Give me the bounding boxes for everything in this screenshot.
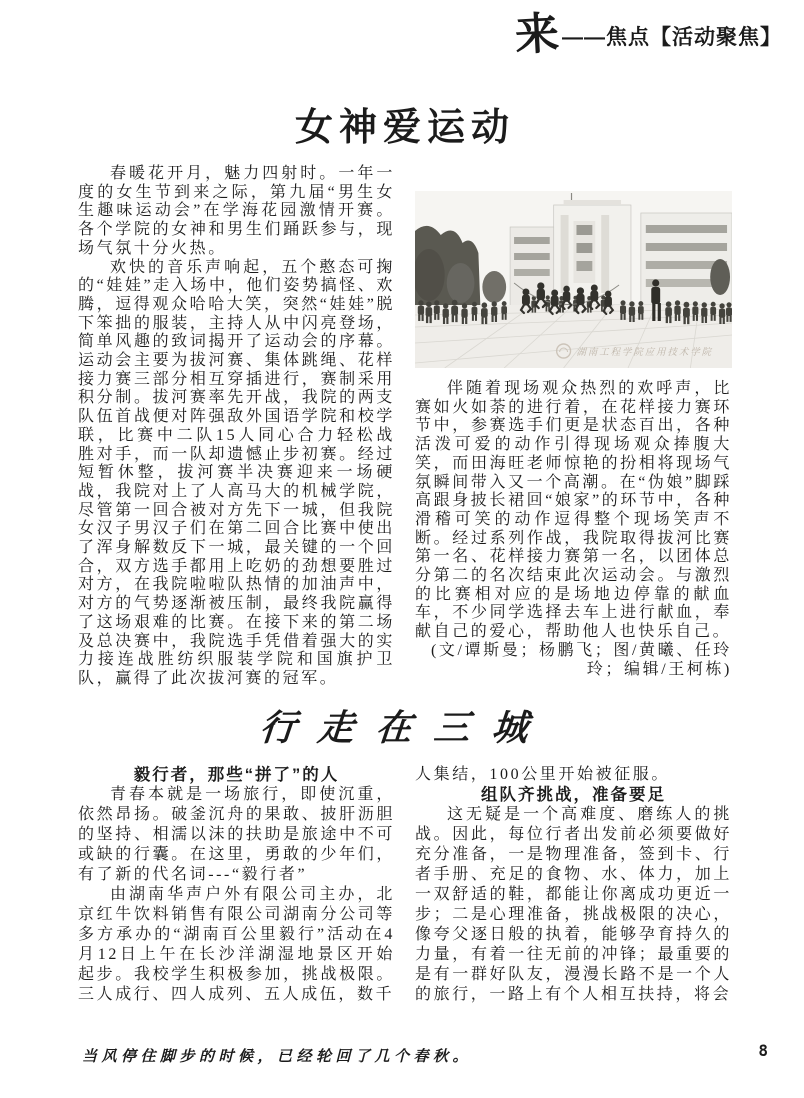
article2-subhead-1: 毅行者，那些“拼了”的人 <box>133 766 340 784</box>
article-walking-three-cities <box>78 700 732 1005</box>
page-header <box>513 7 782 62</box>
photo-watermark-text: 湖南工程学院应用技术学院 <box>576 347 713 359</box>
section-label: ——焦点【活动聚焦】 <box>562 25 782 49</box>
sports-event-photo <box>415 191 732 368</box>
article2-subhead-2: 组队齐挑战，准备要足 <box>481 786 666 804</box>
paragraph-continuation: 人集结，100公里开始被征服。 <box>415 766 671 783</box>
page-number: 8 <box>758 1041 768 1060</box>
article2-right-column <box>415 765 732 1005</box>
paragraph: 欢快的音乐声响起，五个憨态可掬的“娃娃”走入场中，他们姿势搞怪、欢腾，逗得观众哈哈大笑，突然“娃娃”脱下笨拙的服装，主持人从中闪亮登场，简单风趣的致词揭开了运动会的序幕。运动会主要为拔河赛、集体跳绳、花样接力赛三部分相互穿插进行，赛制采用积分制。拔河赛率先开战，我院的两支队伍首战便对阵强敌外国语学院和校学联，比赛中二队15人同心合力轻松战胜对手，而一队却遗憾止步初赛。经过短暂休整，拔河赛半决赛迎来一场硬战，我院对上了人高马大的机械学院，尽管第一回合被对方先下一城，但我院女汉子男汉子们在第二回合比赛中使出了浑身解数反下一城，最关键的一个回合，双方选手都用上吃奶的劲想要胜过对方，在我院啦啦队热情的加油声中，对方的气势逐渐被压制，最终我院赢得了这场艰难的比赛。在接下来的第二场及总决赛中，我院选手凭借着强大的实力接连战胜纺织服装学院和国旗护卫队，赢得了此次拔河赛的冠军。 <box>78 258 396 687</box>
article2-left-column <box>78 765 395 1005</box>
paragraph: 春暖花开月，魅力四射时。一年一度的女生节到来之际，第九届“男生女生趣味运动会”在学海花园激情开赛。各个学院的女神和男生们踊跃参与，现场气氛十分火热。 <box>78 165 395 257</box>
paragraph: 这无疑是一个高难度、磨练人的挑战。因此，每位行者出发前必须要做好充分准备，一是物理准备，签到卡、行者手册、充足的食物、水、体力，加上一双舒适的鞋，都能让你离成功更近一步；二是心理准备，挑战极限的决心，像夸父逐日般的执着，能够孕育持久的力量，有着一往无前的冲锋；最重要的是有一群好队友，漫漫长路不是一个人的旅行，一路上有个人相互扶持，将会 <box>415 806 732 1003</box>
article-goddess-sports <box>78 96 732 689</box>
paragraph: 伴随着现场观众热烈的欢呼声，比赛如火如荼的进行着，在花样接力赛环节中，参赛选手们更是状态百出，各种活泼可爱的动作引得现场观众捧腹大笑，而田海旺老师惊艳的扮相将现场气氛瞬间带入又一个高潮。在“伪娘”脚踩高跟身披长裙回“娘家”的环节中，各种滑稽可笑的动作逗得整个现场笑声不断。经过系列作战，我院取得拔河比赛第一名、花样接力赛第一名，以团体总分第二的名次结束此次运动会。与激烈的比赛相对应的是场地边停靠的献血车，不少同学选择去车上进行献血，奉献自己的爱心，帮助他人也快乐自己。 <box>415 380 733 641</box>
paragraph: 由湖南华声户外有限公司主办，北京红牛饮料销售有限公司湖南分公司等多方承办的“湖南百公里毅行”活动在4月12日上午在长沙洋湖湿地景区开始起步。我校学生积极参加，挑战极限。三人成行、四人成列、五人成伍，数千 <box>78 886 395 1003</box>
paragraph: 青春本就是一场旅行，即使沉重，依然昂扬。破釜沉舟的果敢、披肝沥胆的坚持、相濡以沫的扶助是旅途中不可或缺的行囊。在这里，勇敢的少年们，有了新的代名词---“毅行者” <box>78 786 395 883</box>
article1-right-column <box>415 165 732 689</box>
article1-credits: (文/谭斯曼；杨鹏飞；图/黄曦、任玲玲；编辑/王柯栋) <box>430 641 732 678</box>
article2-title: 行走在三城 <box>257 707 552 749</box>
article1-title: 女神爱运动 <box>294 107 515 149</box>
article1-left-column <box>78 165 395 689</box>
footer-quote: 当风停住脚步的时候，已经轮回了几个春秋。 <box>82 1047 473 1065</box>
article2-columns <box>78 765 732 1005</box>
article1-columns <box>78 165 732 689</box>
masthead-calligraphy: 来 <box>513 7 561 62</box>
